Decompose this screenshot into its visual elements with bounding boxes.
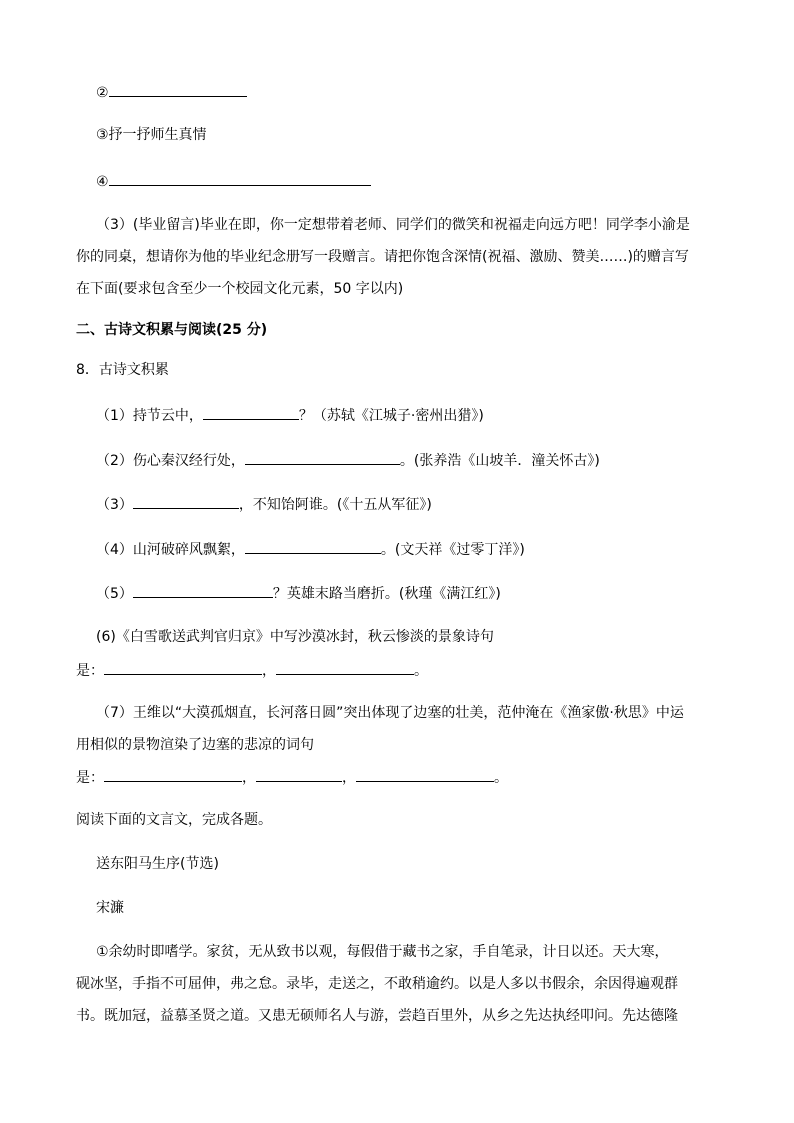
end-mark: 。 xyxy=(414,663,428,679)
q8-item-1-source: ？（苏轼《江城子·密州出猎》) xyxy=(298,408,484,424)
q8-item-7-line-2: 用相似的景物渲染了边塞的悲凉的词句 xyxy=(76,737,314,753)
reading-instruction: 阅读下面的文言文，完成各题。 xyxy=(76,812,272,828)
section-2-heading: 二、古诗文积累与阅读(25 分) xyxy=(76,322,268,338)
q3-line-2: 你的同桌，想请你为他的毕业纪念册写一段赠言。请把你饱含深情(祝福、激励、赞美……)的赠言写 xyxy=(76,249,689,265)
separator: ， xyxy=(262,663,276,679)
answer-blank[interactable] xyxy=(104,660,262,675)
separator: ， xyxy=(342,770,356,786)
q8-item-5-source: ？英雄末路当磨折。(秋瑾《满江红》) xyxy=(272,586,501,602)
answer-blank[interactable] xyxy=(256,767,342,782)
answer-lead: 是： xyxy=(76,663,104,679)
item-2 xyxy=(96,82,247,102)
q8-item-2 xyxy=(96,450,600,470)
item-4-number: ④ xyxy=(96,174,109,190)
q8-item-4-source: 。(文天祥《过零丁洋》) xyxy=(380,542,525,558)
q8-item-3-text: （3） xyxy=(96,497,133,513)
q8-item-5 xyxy=(96,583,501,603)
answer-blank[interactable] xyxy=(133,583,273,598)
reading-paragraph-line-3: 书。既加冠，益慕圣贤之道。又患无硕师名人与游，尝趋百里外，从乡之先达执经叩问。先达德隆 xyxy=(76,1008,678,1024)
blank-line[interactable] xyxy=(109,82,247,97)
answer-blank[interactable] xyxy=(104,767,242,782)
q8-item-7-line-3 xyxy=(76,767,508,787)
item-3: ③抒一抒师生真情 xyxy=(96,127,207,143)
q8-item-7-line-1: （7）王维以“大漠孤烟直，长河落日圆”突出体现了边塞的壮美，范仲淹在《渔家傲·秋思》中运 xyxy=(96,705,684,721)
q8-title: 8．古诗文积累 xyxy=(76,362,169,378)
q8-item-5-text: （5） xyxy=(96,586,133,602)
q8-item-4-text: （4）山河破碎风飘絮， xyxy=(96,542,245,558)
answer-blank[interactable] xyxy=(276,660,414,675)
q8-item-3 xyxy=(96,494,432,514)
answer-blank[interactable] xyxy=(133,494,239,509)
separator: ， xyxy=(242,770,256,786)
q3-line-1: （3）(毕业留言)毕业在即，你一定想带着老师、同学们的微笑和祝福走向远方吧！同学李小渝是 xyxy=(96,217,690,233)
q8-item-6-line-2 xyxy=(76,660,428,680)
end-mark: 。 xyxy=(494,770,508,786)
answer-blank[interactable] xyxy=(356,767,494,782)
reading-paragraph-line-1: ①余幼时即嗜学。家贫，无从致书以观，每假借于藏书之家，手自笔录，计日以还。天大寒， xyxy=(96,944,669,960)
q8-item-2-source: 。(张养浩《山坡羊．潼关怀古》) xyxy=(399,453,600,469)
q8-item-2-text: （2）伤心秦汉经行处， xyxy=(96,453,245,469)
q8-item-1 xyxy=(96,405,484,425)
reading-title: 送东阳马生序(节选) xyxy=(96,856,219,872)
answer-blank[interactable] xyxy=(203,405,299,420)
blank-line[interactable] xyxy=(109,171,371,186)
reading-author: 宋濂 xyxy=(96,900,124,916)
q8-item-6-line-1: (6)《白雪歌送武判官归京》中写沙漠冰封，秋云惨淡的景象诗句 xyxy=(96,629,494,645)
answer-blank[interactable] xyxy=(245,450,400,465)
item-2-number: ② xyxy=(96,85,109,101)
q3-line-3: 在下面(要求包含至少一个校园文化元素，50 字以内) xyxy=(76,281,404,297)
q8-item-1-text: （1）持节云中， xyxy=(96,408,203,424)
q8-item-4 xyxy=(96,539,525,559)
q8-item-3-source: ，不知饴阿谁。(《十五从军征》) xyxy=(238,497,432,513)
reading-paragraph-line-2: 砚冰坚，手指不可屈伸，弗之怠。录毕，走送之，不敢稍逾约。以是人多以书假余，余因得遍观群 xyxy=(76,976,678,992)
answer-blank[interactable] xyxy=(245,539,381,554)
item-4 xyxy=(96,171,371,191)
answer-lead: 是： xyxy=(76,770,104,786)
